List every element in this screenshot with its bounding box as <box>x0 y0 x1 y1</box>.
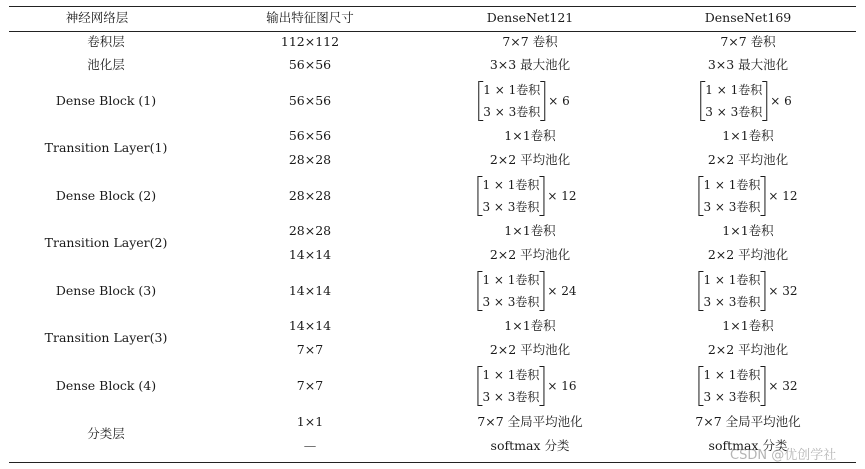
watermark: CSDN @优创学社 <box>730 448 837 463</box>
d169-op: 7×7 卷积 <box>720 33 776 49</box>
repeat-count: × 12 <box>547 189 577 203</box>
output-size: 14×14 <box>288 282 332 298</box>
layer-name: Dense Block (3) <box>55 282 157 298</box>
top-rule <box>9 6 856 7</box>
layer-name: Dense Block (4) <box>55 377 157 393</box>
d121-dense-block-matrix <box>477 366 576 406</box>
matrix-row: 3 × 3卷积 <box>483 105 541 119</box>
matrix-row: 1 × 1卷积 <box>482 178 540 192</box>
d121-dense-block-matrix <box>478 81 569 121</box>
layer-name: Dense Block (2) <box>55 187 157 203</box>
d169-op: 1×1卷积 <box>722 222 774 238</box>
repeat-count: × 6 <box>548 94 570 108</box>
matrix-row: 3 × 3卷积 <box>482 200 540 214</box>
matrix-row: 3 × 3卷积 <box>705 105 763 119</box>
repeat-count: × 24 <box>547 284 577 298</box>
d121-op: softmax 分类 <box>490 437 570 453</box>
matrix-row: 1 × 1卷积 <box>705 83 763 97</box>
output-size: 7×7 <box>296 377 324 393</box>
d121-op: 3×3 最大池化 <box>489 56 571 72</box>
matrix-row: 1 × 1卷积 <box>703 273 761 287</box>
repeat-count: × 32 <box>768 284 798 298</box>
output-size: 28×28 <box>288 222 332 238</box>
d169-op: 2×2 平均池化 <box>707 151 789 167</box>
matrix-row: 1 × 1卷积 <box>703 178 761 192</box>
d169-dense-block-matrix <box>700 81 791 121</box>
header-layer: 神经网络层 <box>65 9 129 25</box>
repeat-count: × 16 <box>547 379 577 393</box>
d121-op: 1×1卷积 <box>504 127 556 143</box>
layer-name: Dense Block (1) <box>55 92 157 108</box>
output-size: 1×1 <box>296 413 324 429</box>
output-size: 14×14 <box>288 246 332 262</box>
output-size: 28×28 <box>288 151 332 167</box>
d169-op: softmax 分类 <box>708 437 788 453</box>
bottom-rule <box>9 462 856 463</box>
d169-dense-block-matrix <box>698 366 797 406</box>
matrix-row: 3 × 3卷积 <box>482 390 540 404</box>
d169-op: 7×7 全局平均池化 <box>695 413 801 429</box>
output-size: 28×28 <box>288 187 332 203</box>
d169-op: 1×1卷积 <box>722 127 774 143</box>
d121-op: 2×2 平均池化 <box>489 246 571 262</box>
matrix-row: 3 × 3卷积 <box>703 295 761 309</box>
layer-name: 分类层 <box>87 425 125 441</box>
d169-op: 3×3 最大池化 <box>707 56 789 72</box>
d121-op: 7×7 卷积 <box>502 33 558 49</box>
d169-dense-block-matrix <box>698 176 797 216</box>
output-size: 112×112 <box>280 33 340 49</box>
header-output-size: 输出特征图尺寸 <box>266 9 354 25</box>
d121-op: 2×2 平均池化 <box>489 341 571 357</box>
layer-name: Transition Layer(3) <box>44 329 168 345</box>
layer-name: 池化层 <box>87 56 125 72</box>
d121-op: 7×7 全局平均池化 <box>477 413 583 429</box>
matrix-row: 1 × 1卷积 <box>482 273 540 287</box>
matrix-row: 1 × 1卷积 <box>703 368 761 382</box>
layer-name: Transition Layer(2) <box>44 234 168 250</box>
matrix-row: 3 × 3卷积 <box>703 390 761 404</box>
output-size: — <box>303 437 317 453</box>
repeat-count: × 12 <box>768 189 798 203</box>
output-size: 56×56 <box>288 127 332 143</box>
output-size: 7×7 <box>296 341 324 357</box>
d169-op: 1×1卷积 <box>722 317 774 333</box>
header-densenet169: DenseNet169 <box>704 9 792 25</box>
d169-op: 2×2 平均池化 <box>707 341 789 357</box>
layer-name: Transition Layer(1) <box>44 139 168 155</box>
matrix-row: 3 × 3卷积 <box>703 200 761 214</box>
header-densenet121: DenseNet121 <box>486 9 574 25</box>
output-size: 56×56 <box>288 56 332 72</box>
d169-op: 2×2 平均池化 <box>707 246 789 262</box>
repeat-count: × 32 <box>768 379 798 393</box>
d121-op: 1×1卷积 <box>504 317 556 333</box>
matrix-row: 3 × 3卷积 <box>482 295 540 309</box>
d121-op: 1×1卷积 <box>504 222 556 238</box>
d121-dense-block-matrix <box>477 176 576 216</box>
output-size: 14×14 <box>288 317 332 333</box>
header-rule <box>9 31 856 32</box>
output-size: 56×56 <box>288 92 332 108</box>
repeat-count: × 6 <box>770 94 792 108</box>
d169-dense-block-matrix <box>698 271 797 311</box>
layer-name: 卷积层 <box>87 33 125 49</box>
d121-op: 2×2 平均池化 <box>489 151 571 167</box>
matrix-row: 1 × 1卷积 <box>482 368 540 382</box>
d121-dense-block-matrix <box>477 271 576 311</box>
matrix-row: 1 × 1卷积 <box>483 83 541 97</box>
